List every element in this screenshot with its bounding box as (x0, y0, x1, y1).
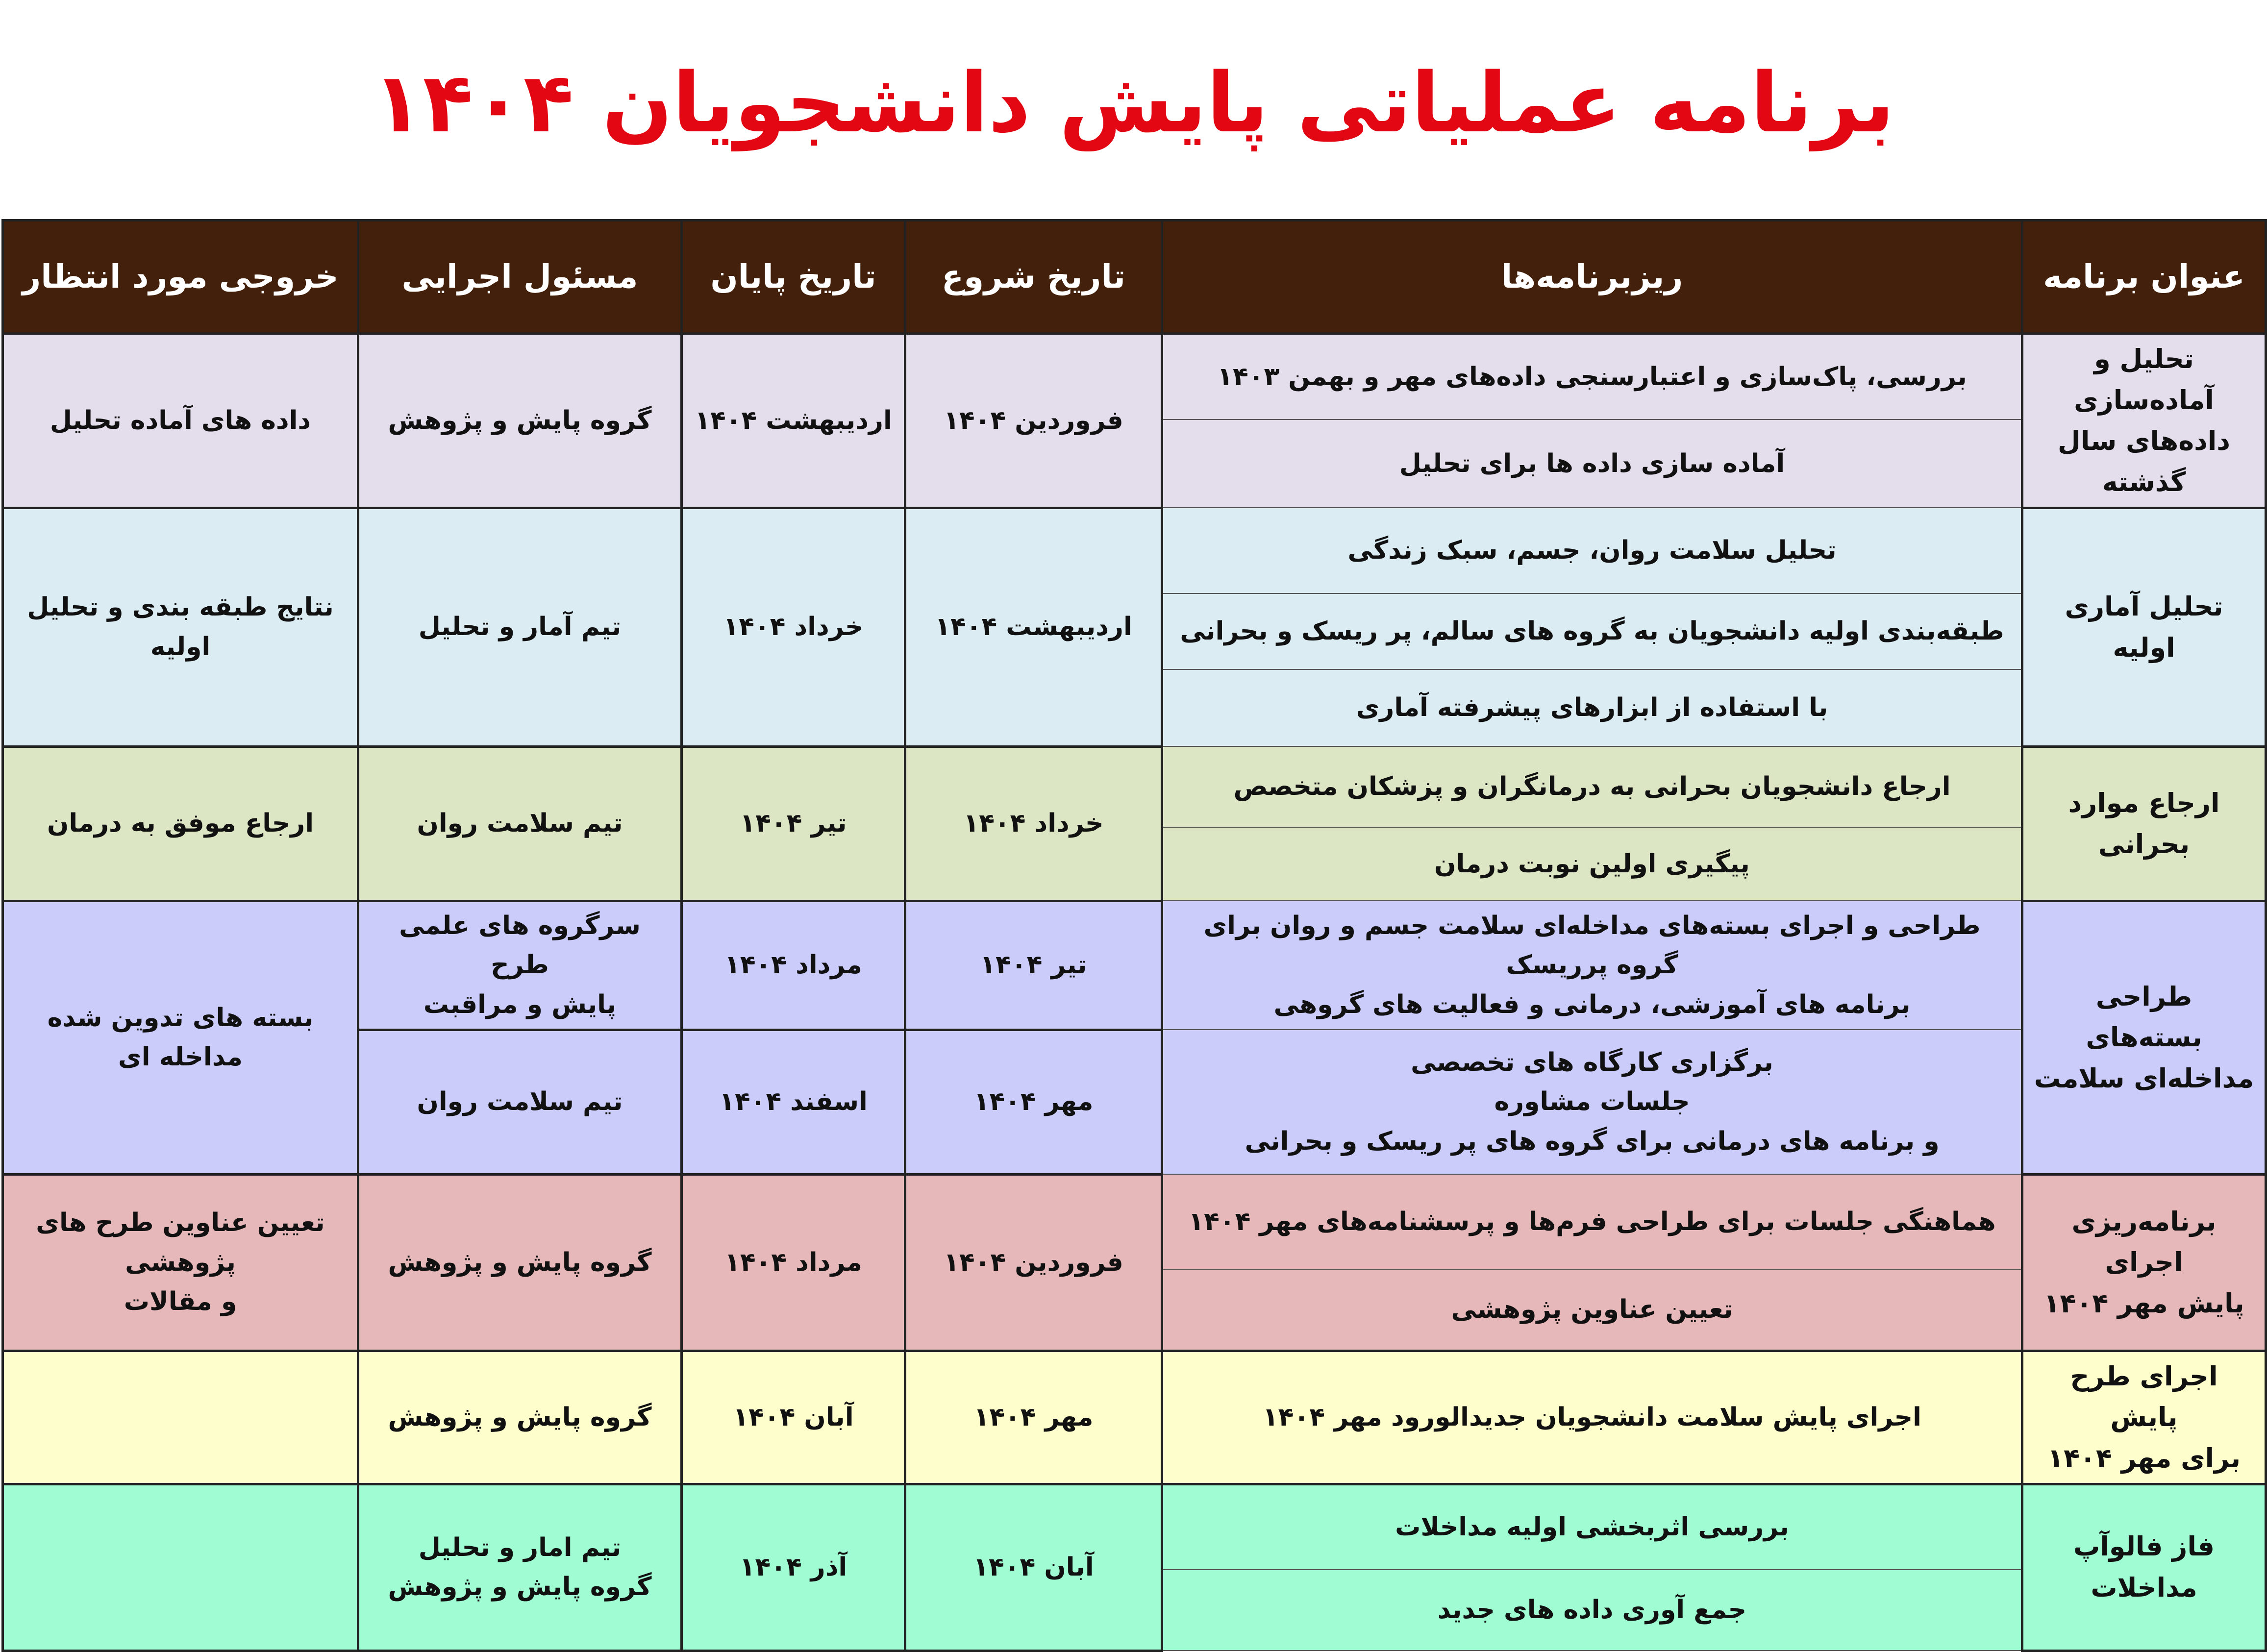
output-line: و مقالات (124, 1287, 237, 1317)
end-date-cell: آبان ۱۴۰۴ (682, 1351, 905, 1484)
table-row (3, 334, 2266, 420)
subprogram-cell: آماده سازی داده ها برای تحلیل (1162, 419, 2022, 508)
output-cell: ارجاع موفق به درمان (3, 746, 358, 901)
end-date-cell: مرداد ۱۴۰۴ (682, 901, 905, 1030)
table-row (3, 1351, 2266, 1484)
responsible-cell: گروه پایش و پژوهش (358, 334, 682, 508)
end-date-cell: مرداد ۱۴۰۴ (682, 1174, 905, 1351)
subprogram-line: جلسات مشاوره (1494, 1087, 1690, 1117)
output-cell (3, 1351, 358, 1484)
header-subprograms: ریزبرنامه‌ها (1162, 221, 2022, 334)
subprogram-line: و برنامه های درمانی برای گروه های پر ریسک و بحرانی (1245, 1126, 1940, 1156)
start-date-cell: اردیبهشت ۱۴۰۴ (905, 508, 1162, 746)
subprogram-cell: هماهنگی جلسات برای طراحی فرم‌ها و پرسشنامه‌های مهر ۱۴۰۴ (1162, 1174, 2022, 1270)
subprogram-cell: با استفاده از ابزارهای پیشرفته آماری (1162, 669, 2022, 746)
start-date-cell: خرداد ۱۴۰۴ (905, 746, 1162, 901)
responsible-cell: تیم سلامت روان (358, 1030, 682, 1174)
output-cell (3, 1174, 358, 1351)
header-program-title: عنوان برنامه (2022, 221, 2266, 334)
program-title-cell: تحلیل و آماده‌سازی داده‌های سال گذشته (2022, 334, 2266, 508)
program-title-cell (2022, 1351, 2266, 1484)
subprogram-line: برگزاری کارگاه های تخصصی (1411, 1047, 1773, 1077)
subprogram-cell: طبقه‌بندی اولیه دانشجویان به گروه های سالم، پر ریسک و بحرانی (1162, 593, 2022, 669)
start-date-cell: مهر ۱۴۰۴ (905, 1030, 1162, 1174)
page-title: برنامه عملیاتی پایش دانشجویان ۱۴۰۴ (373, 55, 1894, 151)
subprogram-cell (1162, 1030, 2022, 1174)
end-date-cell: اسفند ۱۴۰۴ (682, 1030, 905, 1174)
program-title-line: برای مهر ۱۴۰۴ (2047, 1442, 2241, 1474)
start-date-cell: مهر ۱۴۰۴ (905, 1351, 1162, 1484)
end-date-cell: اردیبهشت ۱۴۰۴ (682, 334, 905, 508)
program-title-line: برنامه‌ریزی اجرای (2071, 1206, 2217, 1278)
responsible-line: گروه پایش و پژوهش (388, 1572, 652, 1602)
operational-plan-table (1, 219, 2267, 1652)
output-cell (3, 1484, 358, 1651)
program-title-line: پایش مهر ۱۴۰۴ (2043, 1287, 2244, 1319)
responsible-cell: تیم سلامت روان (358, 746, 682, 901)
subprogram-cell: جمع آوری داده های جدید (1162, 1570, 2022, 1651)
responsible-cell: تیم آمار و تحلیل (358, 508, 682, 746)
table-row (3, 1174, 2266, 1270)
end-date-cell: تیر ۱۴۰۴ (682, 746, 905, 901)
responsible-cell: گروه پایش و پژوهش (358, 1351, 682, 1484)
output-cell: داده های آماده تحلیل (3, 334, 358, 508)
table-header-row (3, 221, 2266, 334)
table-row (3, 901, 2266, 1030)
responsible-line: پایش و مراقبت (423, 989, 617, 1019)
subprogram-cell: تحلیل سلامت روان، جسم، سبک زندگی (1162, 508, 2022, 593)
program-title-line: اجرای طرح پایش (2070, 1360, 2218, 1433)
subprogram-cell: تعیین عناوین پژوهشی (1162, 1270, 2022, 1351)
responsible-line: سرگروه های علمی طرح (399, 911, 641, 980)
subprogram-cell: بررسی، پاک‌سازی و اعتبارسنجی داده‌های مهر و بهمن ۱۴۰۳ (1162, 334, 2022, 420)
output-cell: نتایج طبقه بندی و تحلیل اولیه (3, 508, 358, 746)
start-date-cell: تیر ۱۴۰۴ (905, 901, 1162, 1030)
responsible-cell: گروه پایش و پژوهش (358, 1174, 682, 1351)
output-line: تعیین عناوین طرح های پژوهشی (36, 1208, 325, 1277)
start-date-cell: فروردین ۱۴۰۴ (905, 1174, 1162, 1351)
output-cell: بسته های تدوین شده مداخله ای (3, 901, 358, 1174)
header-end-date: تاریخ پایان (682, 221, 905, 334)
header-start-date: تاریخ شروع (905, 221, 1162, 334)
subprogram-cell: بررسی اثربخشی اولیه مداخلات (1162, 1484, 2022, 1570)
table-row (3, 746, 2266, 827)
responsible-line: تیم امار و تحلیل (418, 1532, 622, 1562)
end-date-cell: خرداد ۱۴۰۴ (682, 508, 905, 746)
program-title-cell (2022, 1174, 2266, 1351)
subprogram-line: طراحی و اجرای بسته‌های مداخله‌ای سلامت جسم و روان برای گروه پرریسک (1203, 911, 1981, 980)
program-title-cell: ارجاع موارد بحرانی (2022, 746, 2266, 901)
subprogram-cell: اجرای پایش سلامت دانشجویان جدیدالورود مهر ۱۴۰۴ (1162, 1351, 2022, 1484)
program-title-cell: تحلیل آماری اولیه (2022, 508, 2266, 746)
table-row (3, 508, 2266, 593)
subprogram-cell: پیگیری اولین نوبت درمان (1162, 827, 2022, 901)
subprogram-line: برنامه های آموزشی، درمانی و فعالیت های گروهی (1273, 989, 1911, 1019)
program-title-cell: طراحی بسته‌های مداخله‌ای سلامت (2022, 901, 2266, 1174)
subprogram-cell (1162, 901, 2022, 1030)
header-output: خروجی مورد انتظار (3, 221, 358, 334)
table-row (3, 1484, 2266, 1570)
start-date-cell: فروردین ۱۴۰۴ (905, 334, 1162, 508)
end-date-cell: آذر ۱۴۰۴ (682, 1484, 905, 1651)
responsible-cell (358, 1484, 682, 1651)
start-date-cell: آبان ۱۴۰۴ (905, 1484, 1162, 1651)
program-title-cell: فاز فالوآپ مداخلات (2022, 1484, 2266, 1651)
header-responsible: مسئول اجرایی (358, 221, 682, 334)
responsible-cell (358, 901, 682, 1030)
subprogram-cell: ارجاع دانشجویان بحرانی به درمانگران و پزشکان متخصص (1162, 746, 2022, 827)
